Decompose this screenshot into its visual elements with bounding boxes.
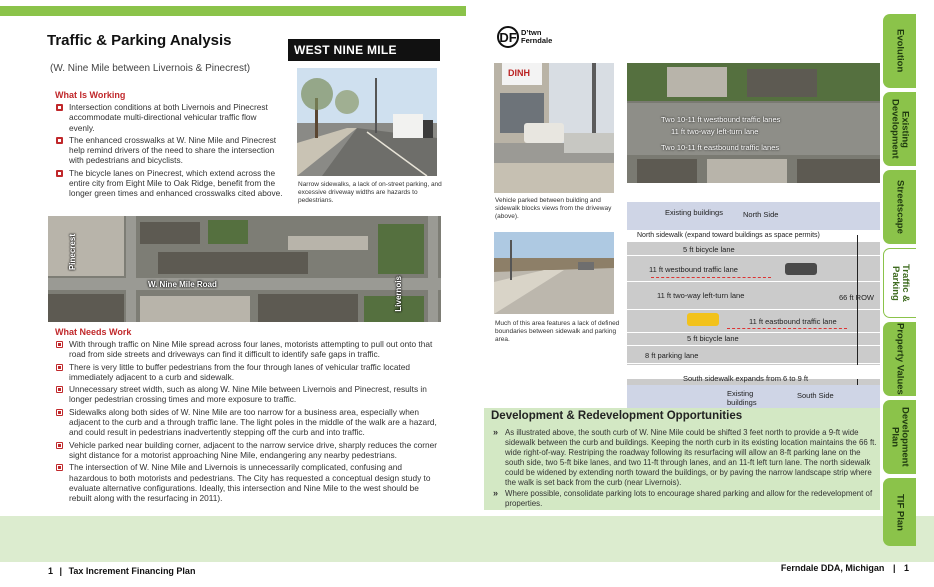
footer-left: 1 | Tax Increment Financing Plan: [48, 566, 196, 576]
tab-existing-development[interactable]: Existing Development: [883, 92, 916, 166]
aerial-photo-nine-mile: [48, 216, 441, 322]
development-list: [491, 428, 877, 510]
street-photo-caption: Narrow sidewalks, a lack of on-street parking, and excessive driveway widths are hazards to pedestrians.: [298, 181, 442, 204]
bullet-icon: [56, 442, 63, 449]
building-driveway-photo: [494, 63, 614, 193]
north-side-label: North Side: [743, 210, 779, 219]
sidewalk-photo-caption: Much of this area features a lack of defined boundaries between sidewalk and parking area.: [495, 320, 620, 343]
aerial-lane-label: Two 10-11 ft eastbound traffic lanes: [661, 143, 780, 152]
aerial-block: [797, 159, 880, 183]
what-needs-work-heading: What Needs Work: [55, 327, 132, 337]
south-sidewalk-label: South sidewalk expands from 6 to 9 ft: [683, 374, 809, 383]
row-label: 66 ft ROW: [839, 293, 875, 302]
aerial-block: [208, 220, 248, 244]
car-eastbound-icon: [687, 313, 719, 326]
logo-mark: DF: [497, 26, 519, 48]
lane-divider: [627, 255, 880, 256]
aerial-photo-lanes: [627, 63, 880, 183]
aerial-block: [48, 294, 124, 322]
list-item: Sidewalks along both sides of W. Nine Mile are too narrow for a business area, especially when adjacent to the curb and a through traffic lane. The light poles in the middle of the walk are a hazard, and could result in pedestrians inadvertently stepping off the curb and into traffic.: [55, 407, 441, 438]
bullet-icon: [56, 364, 63, 371]
eastbound-arrow-icon: [727, 328, 847, 329]
what-is-working-heading: What Is Working: [55, 90, 126, 100]
aerial-block: [258, 294, 358, 322]
lane-divider: [627, 345, 880, 346]
aerial-road: [428, 216, 438, 322]
aerial-lane-label: 11 ft two-way left-turn lane: [671, 127, 759, 136]
sidewalk-parking-photo: [494, 232, 614, 314]
bullet-icon: [56, 464, 63, 471]
aerial-lane-label: Two 10-11 ft westbound traffic lanes: [661, 115, 781, 124]
list-item: Intersection conditions at both Livernois and Pinecrest accommodate multi-directional vehicular traffic flow evenly.: [55, 102, 283, 133]
aerial-block: [667, 67, 727, 97]
list-item: The intersection of W. Nine Mile and Livernois is unnecessarily complicated, confusing and hazardous to both motorists and pedestrians. The City has requested a conceptual design study to evaluate alternative configurations. Ideally, this intersection and Nine Mile to the west should be rebuilt along with the resurfacing in 2011).: [55, 462, 441, 503]
tab-evolution[interactable]: Evolution: [883, 14, 916, 88]
lane-divider: [627, 363, 880, 364]
south-side-label: South Side: [797, 391, 834, 400]
street-photo: [297, 68, 437, 176]
aerial-block: [637, 159, 697, 183]
aerial-block: [288, 236, 368, 250]
development-title: Development & Redevelopment Opportunities: [491, 410, 743, 422]
footer-page-number-left: 1: [48, 566, 54, 576]
aerial-road: [48, 278, 441, 290]
bike-lane-south-label: 5 ft bicycle lane: [687, 334, 739, 343]
north-sidewalk-label: North sidewalk (expand toward buildings as space permits): [637, 232, 820, 239]
street-cross-section-diagram: [627, 197, 880, 410]
list-item: Vehicle parked near building corner, adjacent to the narrow service drive, sharply reduces the corner sight distance for a motorist approaching Nine Mile, endangering any nearby pedestrians.: [55, 440, 441, 461]
bullet-icon: [56, 409, 63, 416]
list-item: Unnecessary street width, such as along W. Nine Mile between Livernois and Pinecrest, results in longer pedestrian crossing times and more exposure to traffic.: [55, 384, 441, 405]
westbound-arrow-icon: [651, 277, 771, 278]
logo-text-line-2: Ferndale: [521, 36, 553, 45]
footer-right: Ferndale DDA, Michigan | 1: [780, 563, 909, 573]
list-item: The enhanced crosswalks at W. Nine Mile and Pinecrest help remind drivers of the need to share the intersection with pedestrians and bicyclists.: [55, 135, 283, 166]
lane-divider: [627, 281, 880, 282]
building-photo-caption: Vehicle parked between building and sidewalk blocks views from the driveway (above).: [495, 197, 612, 220]
tab-development-plan[interactable]: Development Plan: [883, 400, 916, 474]
footer-band: [0, 516, 934, 562]
aerial-block: [747, 69, 817, 97]
business-sign-text: DINH: [508, 68, 530, 78]
list-item: » As illustrated above, the south curb of W. Nine Mile could be shifted 3 feet north to provide a 9-ft wide sidewalk between the curb and buildings. Keeping the north curb in its existing location maintains the 66 ft. wide right-of-way. Restriping the roadway following its resurfacing will allow an 8-ft parking lane on the south side, two 5-ft bike lanes, and two 11-ft through lanes, and an 11-ft left turn lane. The north sidewalk could be widened by extending north toward the buildings, or by paving the narrow landscape strip where the walk is set back from the curb (near Livernois).: [491, 428, 877, 488]
footer-page-number-right: 1: [903, 563, 909, 573]
list-item: The bicycle lanes on Pinecrest, which extend across the entire city from Eight Mile to Oak Ridge, benefit from the longer green times and enhanced crosswalks cited above.: [55, 168, 283, 199]
aerial-block: [707, 159, 787, 183]
bike-lane-north-label: 5 ft bicycle lane: [683, 245, 735, 254]
bullet-icon: [56, 137, 63, 144]
aerial-block: [140, 296, 250, 322]
livernois-label: Livernois: [394, 276, 403, 312]
logo-text-line-1: D’twn: [521, 28, 542, 37]
page-title: Traffic & Parking Analysis: [47, 32, 232, 49]
downtown-ferndale-logo: [497, 26, 552, 48]
bullet-icon: [56, 341, 63, 348]
what-is-working-list: [55, 102, 283, 201]
footer-document-title: Tax Increment Financing Plan: [68, 566, 196, 576]
list-item: There is very little to buffer pedestrians from the four through lanes of vehicular traffic located immediately adjacent to a curb and sidewalk.: [55, 362, 441, 383]
list-item: » Where possible, consolidate parking lots to encourage shared parking and allow for the redevelopment of properties.: [491, 489, 877, 509]
tab-property-values[interactable]: Property Values: [883, 322, 916, 396]
tab-tif-plan[interactable]: TIF Plan: [883, 478, 916, 546]
eastbound-lane-label: 11 ft eastbound traffic lane: [749, 317, 837, 326]
left-turn-lane-label: 11 ft two-way left-turn lane: [657, 291, 745, 300]
aerial-road: [126, 216, 136, 322]
aerial-block: [378, 224, 424, 274]
tab-streetscape[interactable]: Streetscape: [883, 170, 916, 244]
parking-lane-label: 8 ft parking lane: [645, 351, 699, 360]
existing-buildings-north-label: Existing buildings: [665, 208, 723, 217]
nine-mile-road-label: W. Nine Mile Road: [148, 280, 217, 289]
what-needs-work-list: [55, 339, 441, 505]
aerial-block: [140, 222, 200, 244]
lane-divider: [627, 332, 880, 333]
bullet-icon: [56, 386, 63, 393]
bullet-icon: [56, 170, 63, 177]
existing-buildings-south-label: Existing buildings: [727, 389, 757, 407]
pinecrest-label: Pinecrest: [68, 234, 77, 271]
bullet-icon: [56, 104, 63, 111]
footer-organization: Ferndale DDA, Michigan: [780, 563, 885, 573]
tab-traffic-parking[interactable]: Traffic & Parking: [883, 248, 916, 318]
page-subtitle: (W. Nine Mile between Livernois & Pinecrest): [50, 63, 251, 74]
aerial-block: [158, 252, 308, 274]
lane-divider: [627, 309, 880, 310]
aerial-block: [48, 216, 124, 276]
list-item: With through traffic on Nine Mile spread across four lanes, motorists attempting to pull out onto that road from side streets and driveways can find it difficult to identify safe gaps in traffic.: [55, 339, 441, 360]
top-accent-bar: [0, 6, 466, 16]
west-nine-mile-banner: WEST NINE MILE: [288, 39, 440, 61]
car-westbound-icon: [785, 263, 817, 275]
westbound-lane-label: 11 ft westbound traffic lane: [649, 265, 738, 274]
